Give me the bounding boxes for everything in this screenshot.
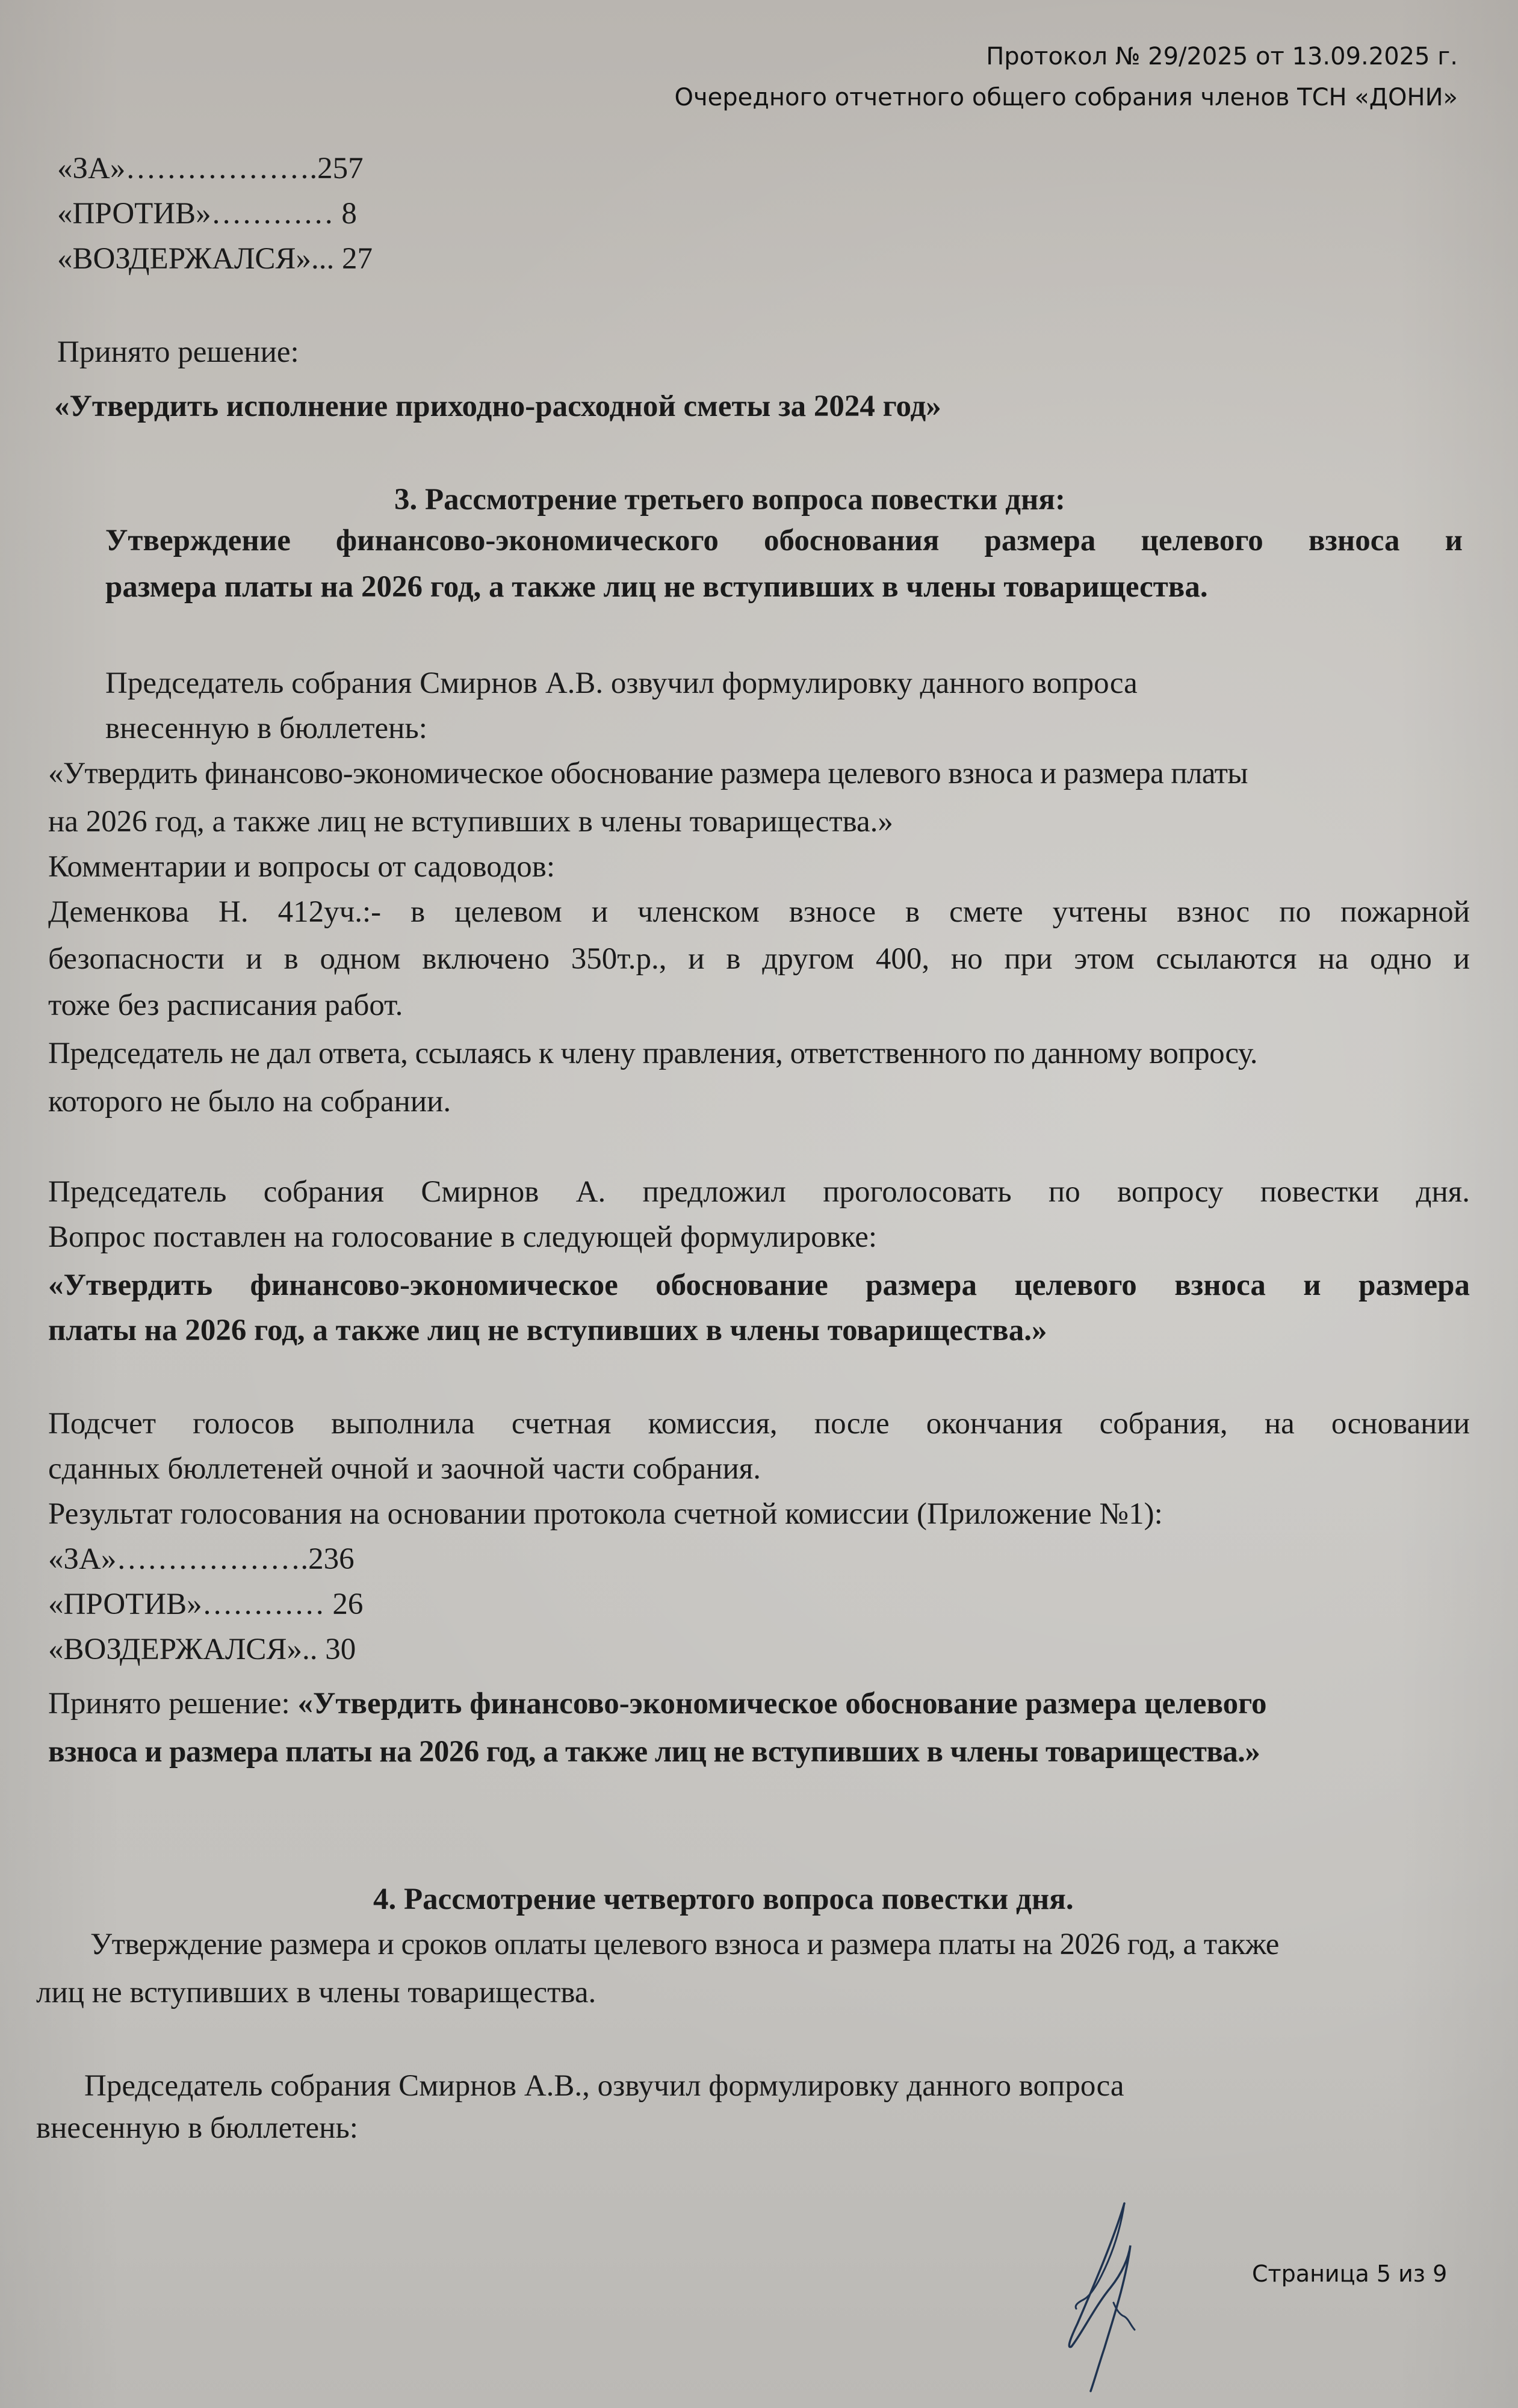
proposal-line2: Вопрос поставлен на голосование в следующей формулировке: [48,1220,878,1254]
decision-text: «Утвердить исполнение приходно-расходной сметы за 2024 год» [54,389,941,423]
q3-vote-abstain-value: 30 [325,1633,356,1666]
result-intro: Результат голосования на основании протокола счетной комиссии (Приложение №1): [48,1497,1163,1531]
voting-wording-line1: «Утвердить финансово-экономическое обоснование размера целевого взноса и размера [48,1268,1470,1302]
comment-line1: Деменкова Н. 412уч.:- в целевом и членском взносе в смете учтены взнос по пожарной [48,895,1470,929]
meeting-title: Очередного отчетного общего собрания членов ТСН «ДОНИ» [674,84,1458,111]
vote-count-line1: Подсчет голосов выполнила счетная комиссия, после окончания собрания, на основании [48,1407,1470,1441]
vote-abstain-label: «ВОЗДЕРЖАЛСЯ»... [57,242,342,276]
vote-for-label: «ЗА»………………. [57,152,318,185]
q3-vote-abstain-label: «ВОЗДЕРЖАЛСЯ».. [48,1633,326,1666]
q3-decision-line1 [48,1686,1267,1722]
vote-for-value: 257 [317,152,364,185]
chairman-statement-line1: Председатель собрания Смирнов А.В. озвучил формулировку данного вопроса [105,666,1138,700]
voting-wording-line2: платы на 2026 год, а также лиц не вступивших в члены товарищества.» [48,1314,1047,1347]
comment-line2: безопасности и в одном включено 350т.р., и в другом 400, но при этом ссылаются на одно и [48,942,1470,976]
q3-vote-against-row [48,1586,363,1622]
vote-against-value: 8 [341,197,357,231]
chairman-statement-line2: внесенную в бюллетень: [105,712,427,745]
ballot-wording-line1: «Утвердить финансово-экономическое обоснование размера целевого взноса и размера платы [48,757,1248,790]
q3-decision-label: Принято решение: [48,1687,298,1721]
protocol-number: Протокол № 29/2025 от 13.09.2025 г. [986,43,1458,70]
vote-against-label: «ПРОТИВ»………… [57,197,342,231]
decision-label: Принято решение: [57,335,299,369]
vote-for-row [57,150,364,187]
section-4-subject-line2: лиц не вступивших в члены товарищества. [36,1976,596,2009]
q3-vote-for-label: «ЗА»………………. [48,1542,309,1576]
signature-icon [1053,2191,1174,2396]
q3-decision-text-part1: «Утвердить финансово-экономическое обоснование размера целевого [297,1687,1267,1721]
q3-vote-for-value: 236 [308,1542,355,1576]
ballot-wording-line2: на 2026 год, а также лиц не вступивших в члены товарищества.» [48,805,893,839]
q3-vote-against-value: 26 [332,1587,364,1621]
vote-abstain-value: 27 [341,242,373,276]
chairman-reply-line2: которого не было на собрании. [48,1085,451,1119]
q3-vote-for-row [48,1541,355,1577]
section-4-heading: 4. Рассмотрение четвертого вопроса повестки дня. [373,1882,1074,1916]
vote-count-line2: сданных бюллетеней очной и заочной части собрания. [48,1452,761,1486]
section-4-subject-line1: Утверждение размера и сроков оплаты целевого взноса и размера платы на 2026 год, а также [90,1928,1279,1961]
vote-abstain-row [57,241,373,277]
q3-decision-line2: взноса и размера платы на 2026 год, а также лиц не вступивших в члены товарищества.» [48,1735,1260,1769]
q4-chairman-line2: внесенную в бюллетень: [36,2111,358,2145]
comment-line3: тоже без расписания работ. [48,988,403,1022]
q3-vote-abstain-row [48,1631,356,1668]
q3-vote-against-label: «ПРОТИВ»………… [48,1587,333,1621]
vote-against-row [57,196,357,232]
page-number: Страница 5 из 9 [1252,2261,1448,2287]
chairman-reply-line1: Председатель не дал ответа, ссылаясь к члену правления, ответственного по данному вопросу. [48,1037,1258,1070]
section-3-subject-line2: размера платы на 2026 год, а также лиц не вступивших в члены товарищества. [105,570,1208,604]
document-header [674,36,1458,118]
proposal-line1: Председатель собрания Смирнов А. предложил проголосовать по вопросу повестки дня. [48,1175,1470,1209]
section-3-heading: 3. Рассмотрение третьего вопроса повестки дня: [394,483,1065,517]
section-3-subject-line1: Утверждение финансово-экономического обоснования размера целевого взноса и [105,524,1463,557]
comments-label: Комментарии и вопросы от садоводов: [48,850,556,884]
q4-chairman-line1: Председатель собрания Смирнов А.В., озвучил формулировку данного вопроса [84,2069,1124,2103]
